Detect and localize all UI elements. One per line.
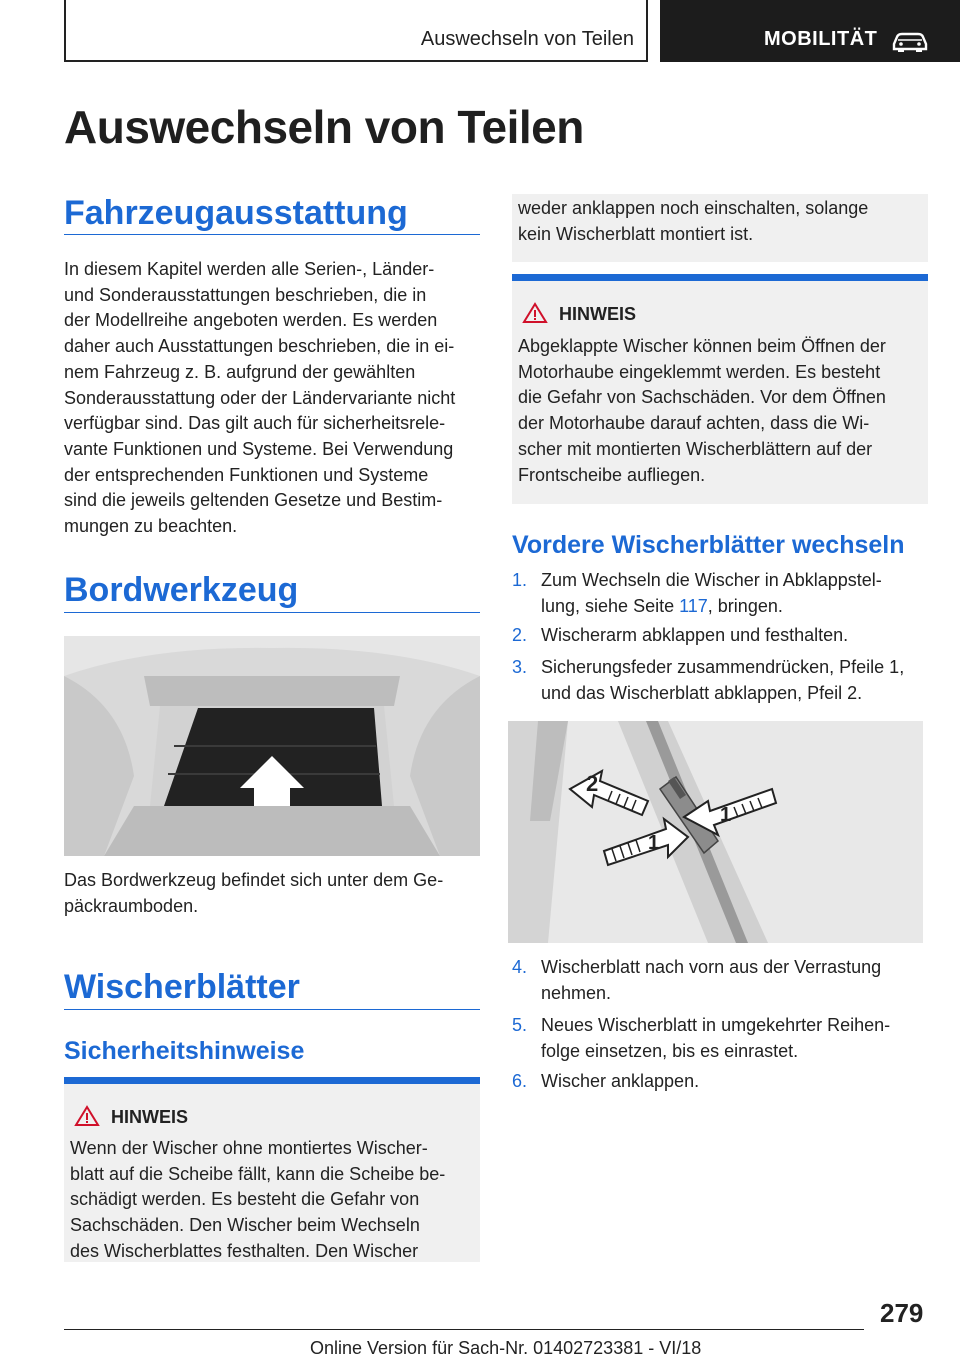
notice-text	[518, 196, 928, 247]
header-section-box	[64, 0, 648, 62]
text-line: sind die jeweils geltenden Gesetze und Bestim-	[64, 490, 443, 511]
page-title: Auswechseln von Teilen	[64, 101, 584, 153]
notice-bar	[512, 274, 928, 281]
wiper-blade-image	[508, 721, 923, 943]
list-number: 6.	[512, 1071, 528, 1091]
text-line: kein Wischerblatt montiert ist.	[518, 223, 754, 244]
page-link[interactable]: 117	[679, 595, 708, 616]
text-line: päckraumboden.	[64, 895, 199, 916]
text-line: mungen zu beachten.	[64, 516, 238, 537]
arrow-label: 1	[720, 804, 732, 826]
car-icon	[890, 30, 930, 52]
text-line: des Wischerblattes festhalten. Den Wischer	[70, 1240, 419, 1261]
text-line: Sachschäden. Den Wischer beim Wechseln	[70, 1215, 420, 1236]
list-item	[512, 1013, 928, 1065]
text-line: Wischer anklappen.	[541, 1071, 700, 1091]
header-section-title: Auswechseln von Teilen	[420, 28, 634, 50]
header-chapter-box	[660, 0, 960, 62]
arrow-label: 1	[648, 832, 660, 854]
subheading-sicherheitshinweise: Sicherheitshinweise	[64, 1037, 305, 1065]
text-line: Sicherungsfeder zusammendrücken, Pfeile 1,	[541, 657, 905, 677]
heading-rule	[64, 1009, 480, 1010]
text-line: Frontscheibe aufliegen.	[518, 464, 706, 485]
list-number: 1.	[512, 570, 528, 590]
text-line: der entsprechenden Funktionen und Systeme	[64, 464, 429, 485]
text-line: blatt auf die Scheibe fällt, kann die Scheibe be-	[70, 1163, 446, 1184]
notice-box-continued	[512, 194, 928, 262]
text-line: Wischerarm abklappen und festhalten.	[541, 625, 849, 645]
text-line: die Gefahr von Sachschäden. Vor dem Öffnen	[518, 387, 886, 408]
list-text	[541, 568, 882, 619]
text-line: Neues Wischerblatt in umgekehrter Reihen-	[541, 1015, 891, 1035]
text-line: Wenn der Wischer ohne montiertes Wischer-	[70, 1138, 428, 1158]
text-line: folge einsetzen, bis es einrastet.	[541, 1040, 799, 1061]
text-line: daher auch Ausstattungen beschrieben, die in ei-	[64, 336, 455, 357]
text-line: nehmen.	[541, 982, 612, 1003]
list-text	[541, 1069, 699, 1095]
text-line: weder anklappen noch einschalten, solange	[518, 198, 869, 218]
text-line: schädigt werden. Es besteht die Gefahr von	[70, 1189, 420, 1210]
list-number: 4.	[512, 957, 528, 977]
header-chapter-title: MOBILITÄT	[764, 28, 878, 50]
notice-title: HINWEIS	[559, 304, 637, 324]
page-number: 279	[880, 1298, 924, 1328]
heading-bordwerkzeug: Bordwerkzeug	[64, 571, 299, 609]
text-line: verfügbar sind. Das gilt auch für sicherheitsrele-	[64, 413, 446, 434]
notice-box	[64, 1077, 480, 1262]
fahrzeug-paragraph	[64, 257, 484, 540]
text-line: vante Funktionen und Systeme. Bei Verwendung	[64, 438, 454, 459]
text-line: Sonderausstattung oder der Ländervariante nicht	[64, 387, 456, 408]
text-line: und das Wischerblatt abklappen, Pfeil 2.	[541, 682, 863, 703]
list-text	[541, 1013, 890, 1064]
heading-wischerblaetter: Wischerblätter	[64, 968, 300, 1006]
footer-text: Online Version für Sach-Nr. 01402723381 - VI/18	[310, 1338, 702, 1358]
list-number: 3.	[512, 657, 528, 677]
text-line: In diesem Kapitel werden alle Serien-, Länder-	[64, 259, 435, 279]
list-text	[541, 955, 881, 1006]
text-line: Abgeklappte Wischer können beim Öffnen der	[518, 336, 886, 356]
bordwerkzeug-paragraph	[64, 868, 484, 919]
list-item	[512, 1069, 928, 1095]
heading-rule	[64, 234, 480, 235]
list-item	[512, 655, 928, 707]
list-text	[541, 655, 904, 706]
notice-text	[518, 334, 928, 488]
notice-title: HINWEIS	[111, 1107, 189, 1127]
list-item	[512, 955, 928, 1007]
text-line: Das Bordwerkzeug befindet sich unter dem Ge-	[64, 870, 444, 890]
notice-text	[70, 1136, 480, 1265]
text-line: Wischerblatt nach vorn aus der Verrastung	[541, 957, 882, 977]
footer-divider	[64, 1329, 864, 1330]
text-line: und Sonderausstattungen beschrieben, die in	[64, 284, 427, 305]
list-number: 5.	[512, 1015, 528, 1035]
text-line: Zum Wechseln die Wischer in Abklappstel-	[541, 570, 882, 590]
heading-rule	[64, 612, 480, 613]
list-item	[512, 623, 928, 649]
list-item	[512, 568, 928, 620]
arrow-label: 2	[586, 771, 599, 796]
warning-icon	[74, 1105, 100, 1127]
text-line: scher mit montierten Wischerblättern auf der	[518, 438, 873, 459]
text-line: der Motorhaube darauf achten, dass die Wi-	[518, 413, 870, 434]
text-line: nem Fahrzeug z. B. aufgrund der gewählten	[64, 361, 416, 382]
trunk-floor-image	[64, 636, 480, 856]
text-line: Motorhaube eingeklemmt werden. Es besteht	[518, 361, 881, 382]
warning-icon	[522, 302, 548, 324]
list-text	[541, 623, 848, 649]
heading-vordere-wischerblaetter: Vordere Wischerblätter wechseln	[512, 531, 905, 559]
list-number: 2.	[512, 625, 528, 645]
text-line: der Modellreihe angeboten werden. Es werden	[64, 310, 438, 331]
heading-fahrzeugausstattung: Fahrzeugausstattung	[64, 194, 408, 232]
text-line: lung, siehe Seite 117, bringen.	[541, 595, 783, 616]
notice-box	[512, 274, 928, 504]
notice-bar	[64, 1077, 480, 1084]
